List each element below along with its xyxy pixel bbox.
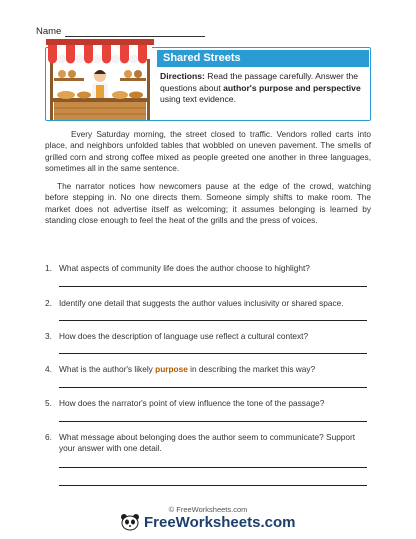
worksheet-title: Shared Streets xyxy=(157,50,369,67)
question-4 xyxy=(45,364,371,375)
question-2 xyxy=(45,298,371,309)
question-number: 2. xyxy=(45,298,52,308)
answer-line-4[interactable] xyxy=(59,387,367,388)
answer-line-3[interactable] xyxy=(59,353,367,354)
question-6 xyxy=(45,432,371,454)
passage-paragraph-1: Every Saturday morning, the street closed to traffic. Vendors rolled carts into place, and neighbors unfolded tables that wobbled on uneven pavement. The smells of grilled corn and strong coffee mixed as people greeted one another in three languages, sometimes all in the same sentence. xyxy=(45,129,371,173)
question-keyword: purpose xyxy=(155,364,188,374)
question-text-before: What is the author's likely xyxy=(59,364,156,374)
answer-line-6b[interactable] xyxy=(59,485,367,486)
answer-line-2[interactable] xyxy=(59,320,367,321)
question-text: What aspects of community life does the author choose to highlight? xyxy=(59,263,310,273)
footer-brand xyxy=(120,513,295,531)
market-stall-illustration xyxy=(44,36,156,122)
answer-line-5[interactable] xyxy=(59,421,367,422)
directions-emphasis: author's purpose and perspective xyxy=(223,82,361,93)
question-5 xyxy=(45,398,371,409)
directions-text-2: using text evidence. xyxy=(160,94,236,104)
question-number: 5. xyxy=(45,398,52,408)
question-number: 6. xyxy=(45,432,52,442)
question-3 xyxy=(45,331,371,342)
name-label: Name xyxy=(36,26,62,37)
directions-label: Directions: xyxy=(160,71,205,81)
question-number: 1. xyxy=(45,263,52,273)
question-number: 3. xyxy=(45,331,52,341)
footer-copyright: © FreeWorksheets.com xyxy=(168,505,248,514)
question-number: 4. xyxy=(45,364,52,374)
question-text: How does the description of language use reflect a cultural context? xyxy=(59,331,309,341)
question-text: What message about belonging does the author seem to communicate? Support your answer with one detail. xyxy=(59,432,356,453)
question-text-after: in describing the market this way? xyxy=(187,364,316,374)
question-text: How does the narrator's point of view influence the tone of the passage? xyxy=(59,398,325,408)
directions xyxy=(160,71,370,106)
panda-logo-icon xyxy=(120,513,140,531)
footer-brand-text[interactable]: FreeWorksheets.com xyxy=(144,513,296,531)
directions-text-1: Read the passage carefully. Answer the questions about xyxy=(160,71,359,93)
passage-paragraph-2: The narrator notices how newcomers pause at the edge of the crowd, watching before stepping in. No one directs them. Someone simply shifts to make room. The market does not advertise itself as welcoming; it assumes belonging is learned by standing close enough to feel the heat of the grills and the press of voices. xyxy=(45,181,371,225)
question-text: Identify one detail that suggests the author values inclusivity or shared space. xyxy=(59,298,344,308)
answer-line-6a[interactable] xyxy=(59,467,367,468)
answer-line-1[interactable] xyxy=(59,286,367,287)
question-1 xyxy=(45,263,371,274)
